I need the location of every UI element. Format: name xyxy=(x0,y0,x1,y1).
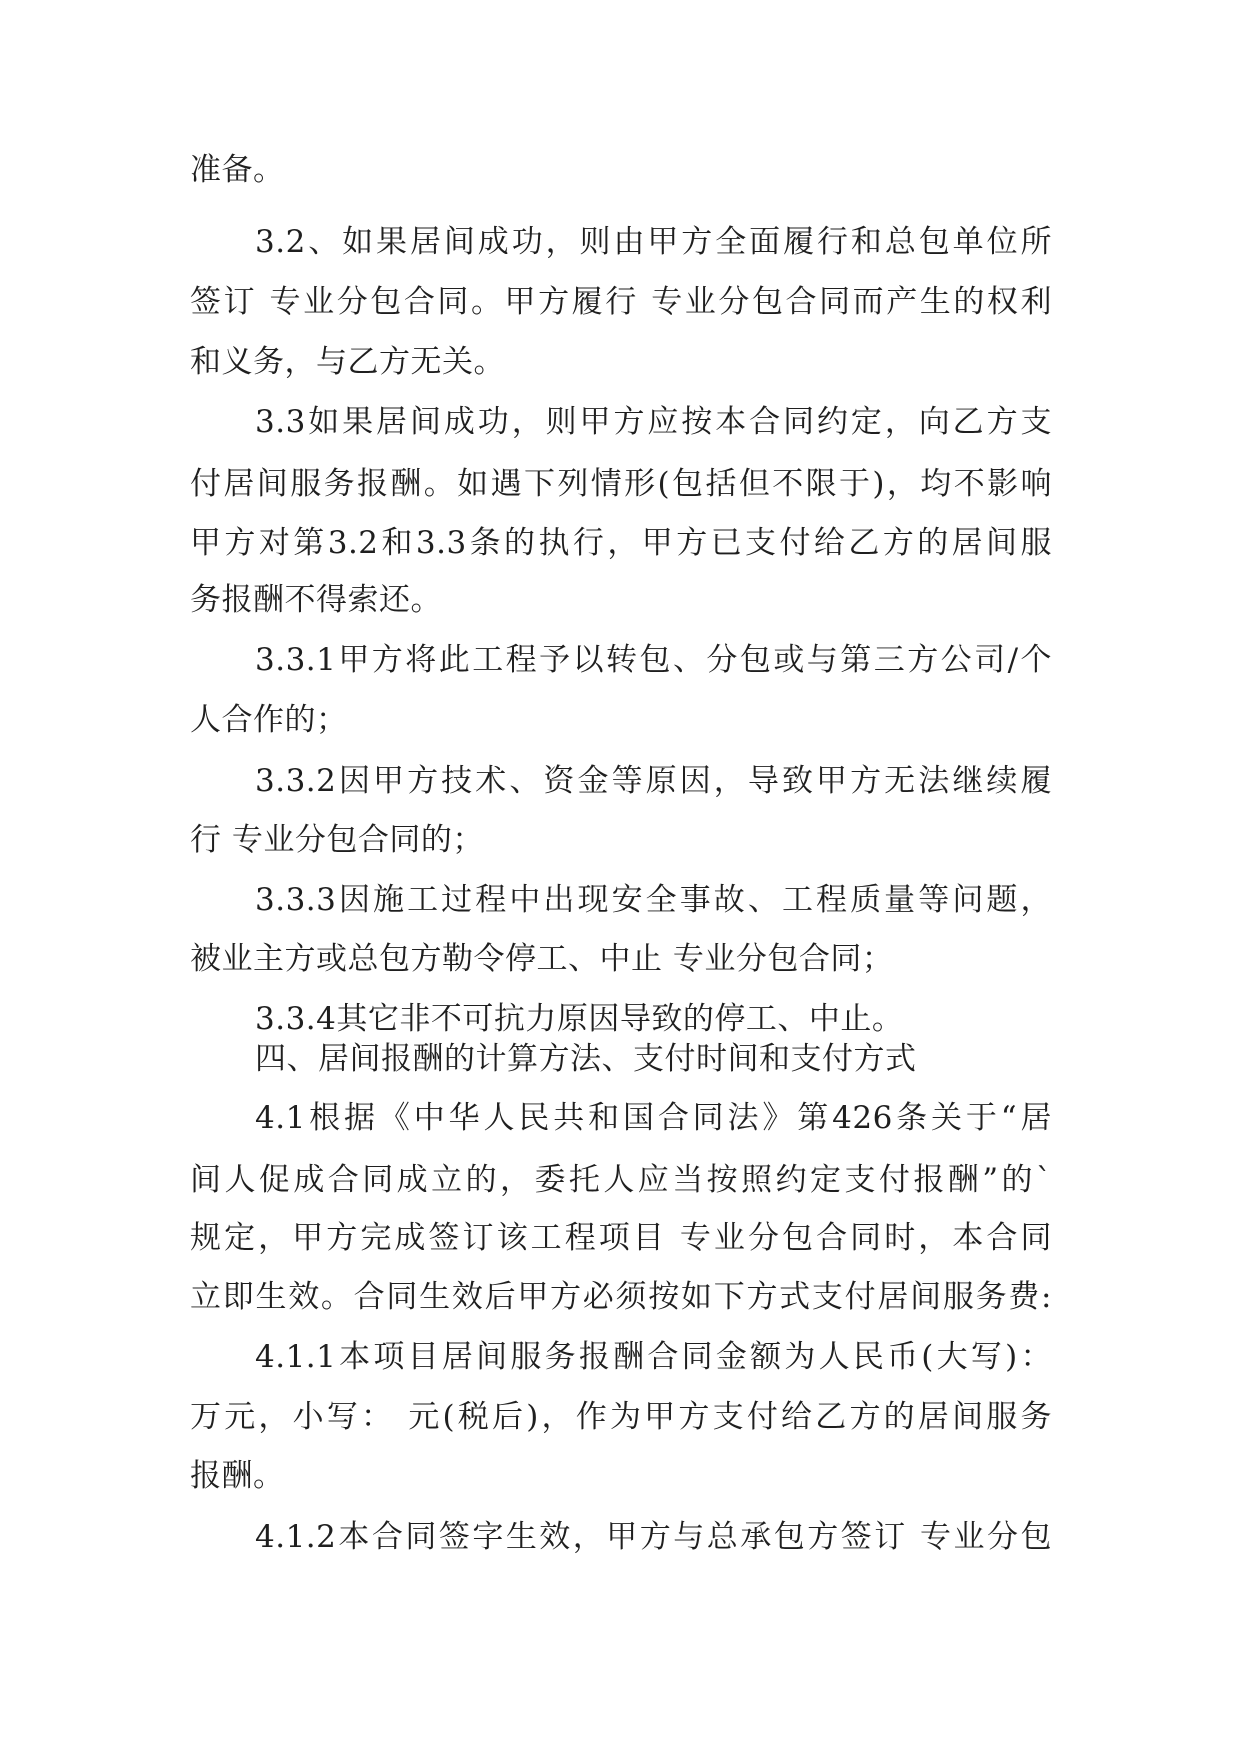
text-line: 3.3.3因施工过程中出现安全事故、工程质量等问题， xyxy=(255,882,1052,918)
text-line: 签订 专业分包合同。甲方履行 专业分包合同而产生的权利 xyxy=(190,284,1052,320)
section-heading: 四、居间报酬的计算方法、支付时间和支付方式 xyxy=(255,1041,917,1077)
text-line: 3.3.2因甲方技术、资金等原因，导致甲方无法继续履 xyxy=(255,763,1052,799)
text-line: 甲方对第3.2和3.3条的执行，甲方已支付给乙方的居间服 xyxy=(190,525,1052,561)
text-line: 4.1.2本合同签字生效，甲方与总承包方签订 专业分包 xyxy=(255,1519,1052,1555)
text-line: 规定，甲方完成签订该工程项目 专业分包合同时，本合同 xyxy=(190,1220,1052,1256)
text-line: 4.1根据《中华人民共和国合同法》第426条关于“居 xyxy=(255,1100,1052,1136)
text-line: 3.3如果居间成功，则甲方应按本合同约定，向乙方支 xyxy=(255,404,1052,440)
text-line: 3.3.4其它非不可抗力原因导致的停工、中止。 xyxy=(255,1001,904,1037)
text-line: 3.2、如果居间成功，则由甲方全面履行和总包单位所 xyxy=(255,224,1052,260)
text-line: 4.1.1本项目居间服务报酬合同金额为人民币(大写)： xyxy=(255,1339,1052,1375)
text-line: 人合作的； xyxy=(190,702,348,738)
text-line: 间人促成合同成立的，委托人应当按照约定支付报酬”的` xyxy=(190,1162,1052,1198)
text-line: 准备。 xyxy=(190,152,285,188)
text-line: 万元，小写： 元(税后)，作为甲方支付给乙方的居间服务 xyxy=(190,1399,1052,1435)
text-line: 立即生效。合同生效后甲方必须按如下方式支付居间服务费: xyxy=(190,1279,1052,1315)
text-line: 被业主方或总包方勒令停工、中止 专业分包合同； xyxy=(190,941,894,977)
text-line: 行 专业分包合同的； xyxy=(190,822,484,858)
text-line: 务报酬不得索还。 xyxy=(190,582,442,618)
text-line: 3.3.1甲方将此工程予以转包、分包或与第三方公司/个 xyxy=(255,642,1052,678)
text-line: 付居间服务报酬。如遇下列情形(包括但不限于)，均不影响 xyxy=(190,466,1052,502)
text-line: 报酬。 xyxy=(190,1458,285,1494)
text-line: 和义务，与乙方无关。 xyxy=(190,344,505,380)
